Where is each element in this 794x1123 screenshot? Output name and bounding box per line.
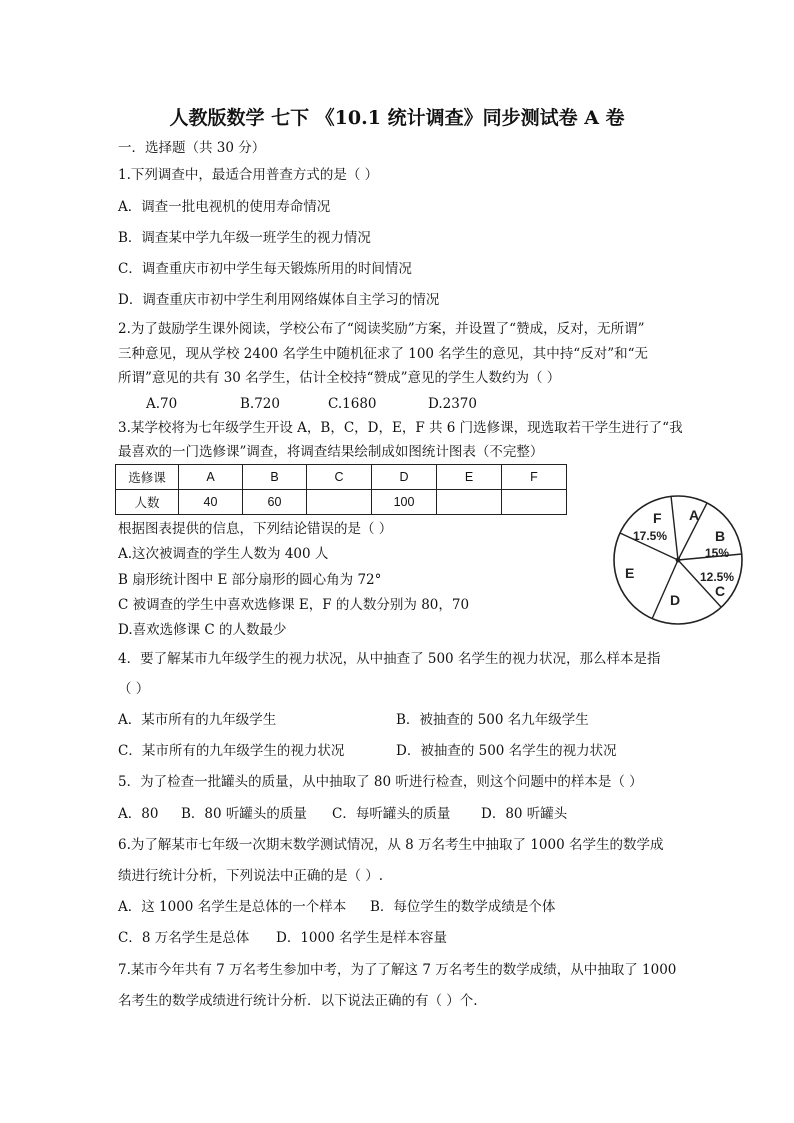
table-cell: 人数 bbox=[116, 490, 179, 515]
page-title: 人教版数学 七下 《10.1 统计调查》同步测试卷 A 卷 bbox=[169, 107, 625, 129]
survey-table bbox=[115, 464, 567, 515]
question-4-paren: （ ） bbox=[118, 681, 150, 697]
question-1-option-c: C．调查重庆市初中学生每天锻炼所用的时间情况 bbox=[118, 261, 412, 277]
section-heading: 一．选择题（共 30 分） bbox=[118, 140, 266, 156]
table-header-cell: B bbox=[243, 465, 307, 490]
table-cell bbox=[307, 490, 372, 515]
table-header-cell: D bbox=[372, 465, 437, 490]
table-header-cell: 选修课 bbox=[116, 465, 179, 490]
table-cell: 40 bbox=[179, 490, 243, 515]
question-6-option-c: C．8 万名学生是总体 bbox=[118, 930, 250, 946]
question-2-option-d: D.2370 bbox=[428, 396, 477, 412]
pie-slice-c-percent: 12.5% bbox=[700, 570, 735, 584]
question-4-option-a: A．某市所有的九年级学生 bbox=[118, 712, 277, 728]
pie-slice-c-label: C bbox=[715, 583, 726, 599]
question-1-option-b: B．调查某中学九年级一班学生的视力情况 bbox=[118, 230, 371, 246]
question-2-line-2: 三种意见，现从学校 2400 名学生中随机征求了 100 名学生的意见，其中持“反对”和“无 bbox=[118, 346, 648, 362]
pie-center bbox=[676, 558, 681, 563]
question-7-line-1: 7.某市今年共有 7 万名考生参加中考，为了了解这 7 万名考生的数学成绩，从中抽取了 1000 bbox=[118, 962, 677, 978]
question-5-stem: 5．为了检查一批罐头的质量，从中抽取了 80 听进行检查，则这个问题中的样本是（ ） bbox=[118, 774, 643, 790]
question-4-stem: 4．要了解某市九年级学生的视力状况，从中抽查了 500 名学生的视力状况，那么样本是指 bbox=[118, 651, 661, 667]
table-header-cell: E bbox=[437, 465, 502, 490]
pie-slice-b-label: B bbox=[715, 528, 726, 544]
question-5-option-c: C．每听罐头的质量 bbox=[332, 806, 451, 822]
question-2-line-1: 2.为了鼓励学生课外阅读，学校公布了“阅读奖励”方案，并设置了“赞成，反对，无所谓” bbox=[118, 321, 645, 337]
question-3-option-a: A.这次被调查的学生人数为 400 人 bbox=[118, 546, 329, 562]
question-2-option-b: B.720 bbox=[240, 396, 280, 412]
question-7-line-2: 名考生的数学成绩进行统计分析．以下说法正确的有（ ）个. bbox=[118, 993, 478, 1009]
pie-chart-figure bbox=[609, 488, 747, 630]
table-header-cell: C bbox=[307, 465, 372, 490]
question-4-option-b: B．被抽查的 500 名九年级学生 bbox=[396, 712, 589, 728]
question-5-option-d: D．80 听罐头 bbox=[481, 806, 568, 822]
table-cell bbox=[437, 490, 502, 515]
question-2-line-3: 所谓”意见的共有 30 名学生，估计全校持“赞成”意见的学生人数约为（ ） bbox=[118, 370, 561, 386]
pie-slice-f-percent: 17.5% bbox=[633, 529, 668, 543]
question-3-option-d: D.喜欢选修课 C 的人数最少 bbox=[118, 622, 287, 638]
question-5-option-a: A．80 bbox=[118, 806, 159, 822]
question-1-option-a: A．调查一批电视机的使用寿命情况 bbox=[118, 199, 331, 215]
question-4-option-d: D．被抽查的 500 名学生的视力状况 bbox=[396, 743, 617, 759]
question-5-option-b: B．80 听罐头的质量 bbox=[181, 806, 307, 822]
question-1-stem: 1.下列调查中，最适合用普查方式的是（ ） bbox=[118, 167, 379, 183]
survey-table-data-row bbox=[116, 490, 567, 515]
question-3-question: 根据图表提供的信息，下列结论错误的是（ ） bbox=[118, 521, 393, 537]
table-header-cell: A bbox=[179, 465, 243, 490]
question-3-line-1: 3.某学校将为七年级学生开设 A，B，C，D，E，F 共 6 门选修课，现选取若干学生进行了“我 bbox=[118, 420, 683, 436]
survey-table-header-row bbox=[116, 465, 567, 490]
question-3-option-b: B 扇形统计图中 E 部分扇形的圆心角为 72° bbox=[118, 572, 382, 588]
pie-slice-e-label: E bbox=[625, 565, 635, 581]
pie-slice-a-label: A bbox=[689, 507, 700, 523]
question-4-option-c: C．某市所有的九年级学生的视力状况 bbox=[118, 743, 345, 759]
question-1-option-d: D．调查重庆市初中学生利用网络媒体自主学习的情况 bbox=[118, 292, 440, 308]
question-6-option-a: A．这 1000 名学生是总体的一个样本 bbox=[118, 899, 347, 915]
table-cell bbox=[502, 490, 567, 515]
table-cell: 60 bbox=[243, 490, 307, 515]
question-6-option-b: B．每位学生的数学成绩是个体 bbox=[370, 899, 556, 915]
pie-slice-d-label: D bbox=[670, 592, 681, 608]
table-cell: 100 bbox=[372, 490, 437, 515]
pie-slice-b-percent: 15% bbox=[705, 546, 730, 560]
question-3-line-2: 最喜欢的一门选修课”调查，将调查结果绘制成如图统计图表（不完整） bbox=[118, 444, 544, 460]
table-header-cell: F bbox=[502, 465, 567, 490]
question-6-line-1: 6.为了解某市七年级一次期末数学测试情况，从 8 万名考生中抽取了 1000 名学生的数学成 bbox=[118, 837, 664, 853]
pie-slice-f-label: F bbox=[653, 510, 662, 526]
question-2-option-a: A.70 bbox=[146, 396, 178, 412]
question-6-line-2: 绩进行统计分析，下列说法中正确的是（ ）. bbox=[118, 868, 384, 884]
question-6-option-d: D．1000 名学生是样本容量 bbox=[276, 930, 447, 946]
question-3-option-c: C 被调查的学生中喜欢选修课 E，F 的人数分别为 80，70 bbox=[118, 597, 470, 613]
question-2-option-c: C.1680 bbox=[328, 396, 377, 412]
